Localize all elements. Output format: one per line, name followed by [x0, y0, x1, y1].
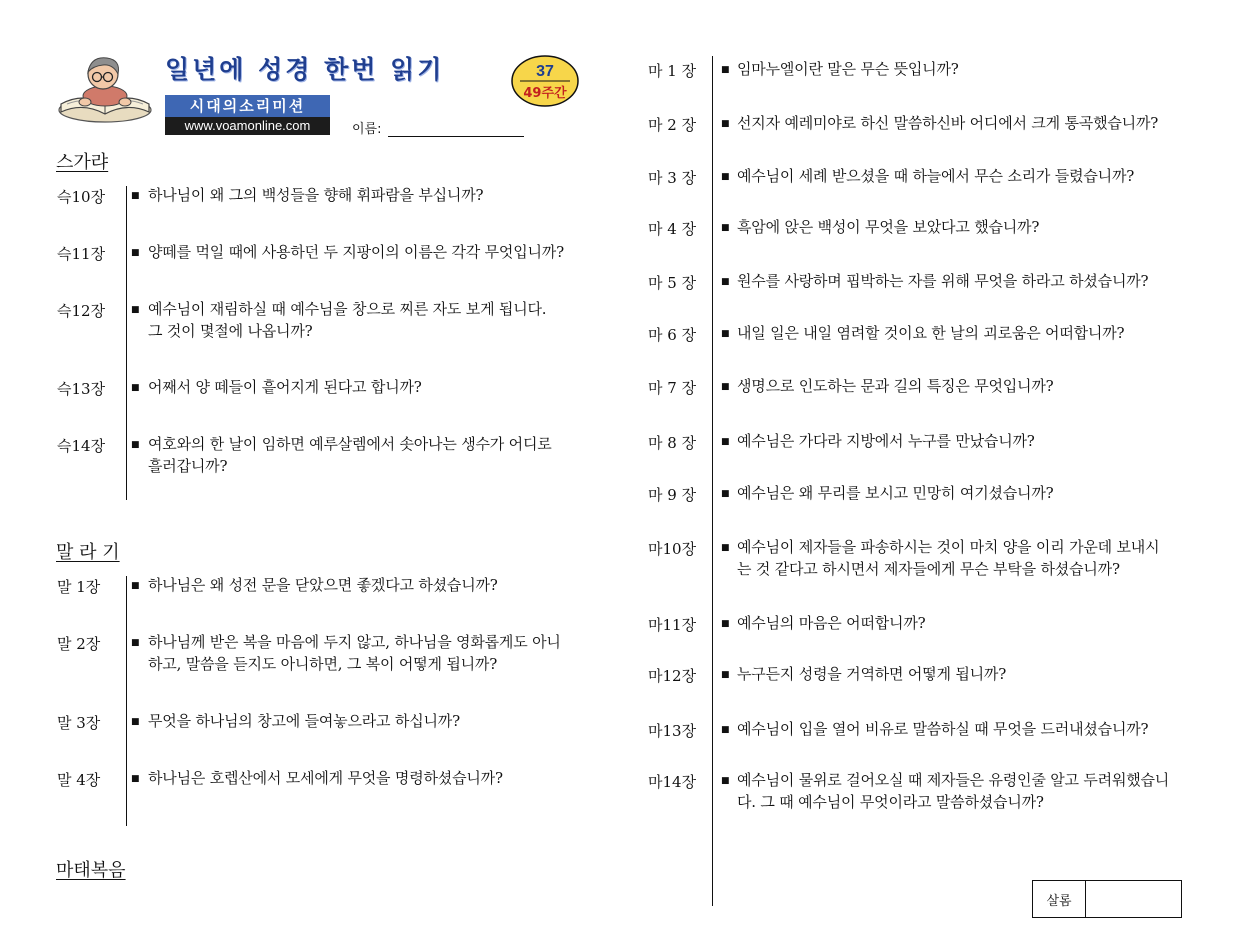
bullet-icon: ■ [721, 489, 730, 499]
question-text: 하나님이 왜 그의 백성들을 향해 휘파람을 부십니까? [148, 186, 484, 204]
chapter-label: 마14장 [648, 773, 697, 791]
chapter-label: 슥10장 [57, 188, 106, 206]
bullet-icon: ■ [721, 437, 730, 447]
bullet-icon: ■ [721, 382, 730, 392]
question-text: 하나님은 왜 성전 문을 닫았으면 좋겠다고 하셨습니까? [148, 576, 498, 594]
name-field[interactable] [388, 136, 524, 137]
question-text: 예수님의 마음은 어떠합니까? [737, 614, 926, 632]
question-text: 예수님은 왜 무리를 보시고 민망히 여기셨습니까? [737, 484, 1054, 502]
bullet-icon: ■ [721, 223, 730, 233]
chapter-label: 마13장 [648, 722, 697, 740]
bullet-icon: ■ [131, 717, 140, 727]
question-text: 예수님이 입을 열어 비유로 말씀하실 때 무엇을 드러내셨습니까? [737, 720, 1149, 738]
question-text: 하나님께 받은 복을 마음에 두지 않고, 하나님을 영화롭게도 아니 하고, 말씀을 듣지도 아니하면, 그 복이 어떻게 됩니까? [148, 633, 561, 673]
salem-label: 살롬 [1033, 881, 1086, 917]
bullet-icon: ■ [131, 581, 140, 591]
bullet-icon: ■ [721, 543, 730, 553]
column-divider [126, 186, 127, 500]
chapter-label: 마 5 장 [648, 274, 697, 292]
name-label: 이름: [352, 122, 382, 137]
chapter-label: 마12장 [648, 667, 697, 685]
chapter-label: 슥12장 [57, 302, 106, 320]
section-heading-matthew: 마태복음 [56, 860, 126, 881]
question-text: 무엇을 하나님의 창고에 들여놓으라고 하십니까? [148, 712, 460, 730]
question-text: 예수님이 제자들을 파송하시는 것이 마치 양을 이리 가운데 보내시 는 것 같다고 하시면서 제자들에게 무슨 부탁을 하셨습니까? [737, 538, 1160, 578]
question-text: 내일 일은 내일 염려할 것이요 한 날의 괴로움은 어떠합니까? [737, 324, 1125, 342]
question-text: 어째서 양 떼들이 흩어지게 된다고 합니까? [148, 378, 422, 396]
column-divider [126, 576, 127, 826]
bullet-icon: ■ [131, 305, 140, 315]
chapter-label: 말 1장 [57, 578, 101, 596]
chapter-label: 말 4장 [57, 771, 101, 789]
bullet-icon: ■ [721, 776, 730, 786]
bullet-icon: ■ [721, 172, 730, 182]
bullet-icon: ■ [721, 277, 730, 287]
bullet-icon: ■ [721, 119, 730, 129]
chapter-label: 마 2 장 [648, 116, 697, 134]
question-text: 예수님은 가다라 지방에서 누구를 만났습니까? [737, 432, 1035, 450]
question-text: 예수님이 재림하실 때 예수님을 창으로 찌른 자도 보게 됩니다. 그 것이 몇절에 나옵니까? [148, 300, 547, 340]
bullet-icon: ■ [131, 248, 140, 258]
salem-box [1032, 880, 1182, 918]
chapter-label: 마 6 장 [648, 326, 697, 344]
question-text: 여호와의 한 날이 임하면 예루살렘에서 솟아나는 생수가 어디로 흘러갑니까? [148, 435, 552, 475]
week-badge [510, 54, 580, 108]
section-heading-malachi: 말 라 기 [56, 542, 120, 563]
bullet-icon: ■ [131, 191, 140, 201]
bullet-icon: ■ [721, 329, 730, 339]
question-text: 양떼를 먹일 때에 사용하던 두 지팡이의 이름은 각각 무엇입니까? [148, 243, 564, 261]
section-heading-zechariah: 스가랴 [56, 152, 109, 173]
question-text: 누구든지 성령을 거역하면 어떻게 됩니까? [737, 665, 1007, 683]
chapter-label: 슥13장 [57, 380, 106, 398]
bullet-icon: ■ [131, 774, 140, 784]
chapter-label: 말 2장 [57, 635, 101, 653]
question-text: 예수님이 세례 받으셨을 때 하늘에서 무슨 소리가 들렸습니까? [737, 167, 1135, 185]
chapter-label: 마 4 장 [648, 220, 697, 238]
chapter-label: 마 1 장 [648, 62, 697, 80]
question-text: 원수를 사랑하며 핍박하는 자를 위해 무엇을 하라고 하셨습니까? [737, 272, 1149, 290]
chapter-label: 슥14장 [57, 437, 106, 455]
question-text: 흑암에 앉은 백성이 무엇을 보았다고 했습니까? [737, 218, 1040, 236]
bullet-icon: ■ [131, 440, 140, 450]
week-number: 37 [536, 63, 554, 80]
chapter-label: 슥11장 [57, 245, 106, 263]
bullet-icon: ■ [131, 638, 140, 648]
worksheet-title: 일년에 성경 한번 읽기 [165, 55, 445, 84]
chapter-label: 마 7 장 [648, 379, 697, 397]
question-text: 선지자 예레미야로 하신 말씀하신바 어디에서 크게 통곡했습니까? [737, 114, 1159, 132]
chapter-label: 마 8 장 [648, 434, 697, 452]
chapter-label: 마10장 [648, 540, 697, 558]
week-total: 49주간 [523, 86, 567, 101]
chapter-label: 말 3장 [57, 714, 101, 732]
brand-name: 시대의소리미션 [165, 95, 330, 117]
reading-man-logo [55, 52, 155, 124]
chapter-label: 마11장 [648, 616, 697, 634]
bullet-icon: ■ [721, 725, 730, 735]
chapter-label: 마 3 장 [648, 169, 697, 187]
question-text: 생명으로 인도하는 문과 길의 특징은 무엇입니까? [737, 377, 1054, 395]
salem-field[interactable] [1086, 881, 1181, 917]
chapter-label: 마 9 장 [648, 486, 697, 504]
bullet-icon: ■ [721, 619, 730, 629]
question-text: 임마누엘이란 말은 무슨 뜻입니까? [737, 60, 959, 78]
bullet-icon: ■ [721, 65, 730, 75]
bullet-icon: ■ [131, 383, 140, 393]
question-text: 예수님이 물위로 걸어오실 때 제자들은 유령인줄 알고 두려워했습니 다. 그 때 예수님이 무엇이라고 말씀하셨습니까? [737, 771, 1170, 811]
bullet-icon: ■ [721, 670, 730, 680]
question-text: 하나님은 호렙산에서 모세에게 무엇을 명령하셨습니까? [148, 769, 503, 787]
brand-url: www.voamonline.com [165, 117, 330, 135]
column-divider [712, 56, 713, 906]
